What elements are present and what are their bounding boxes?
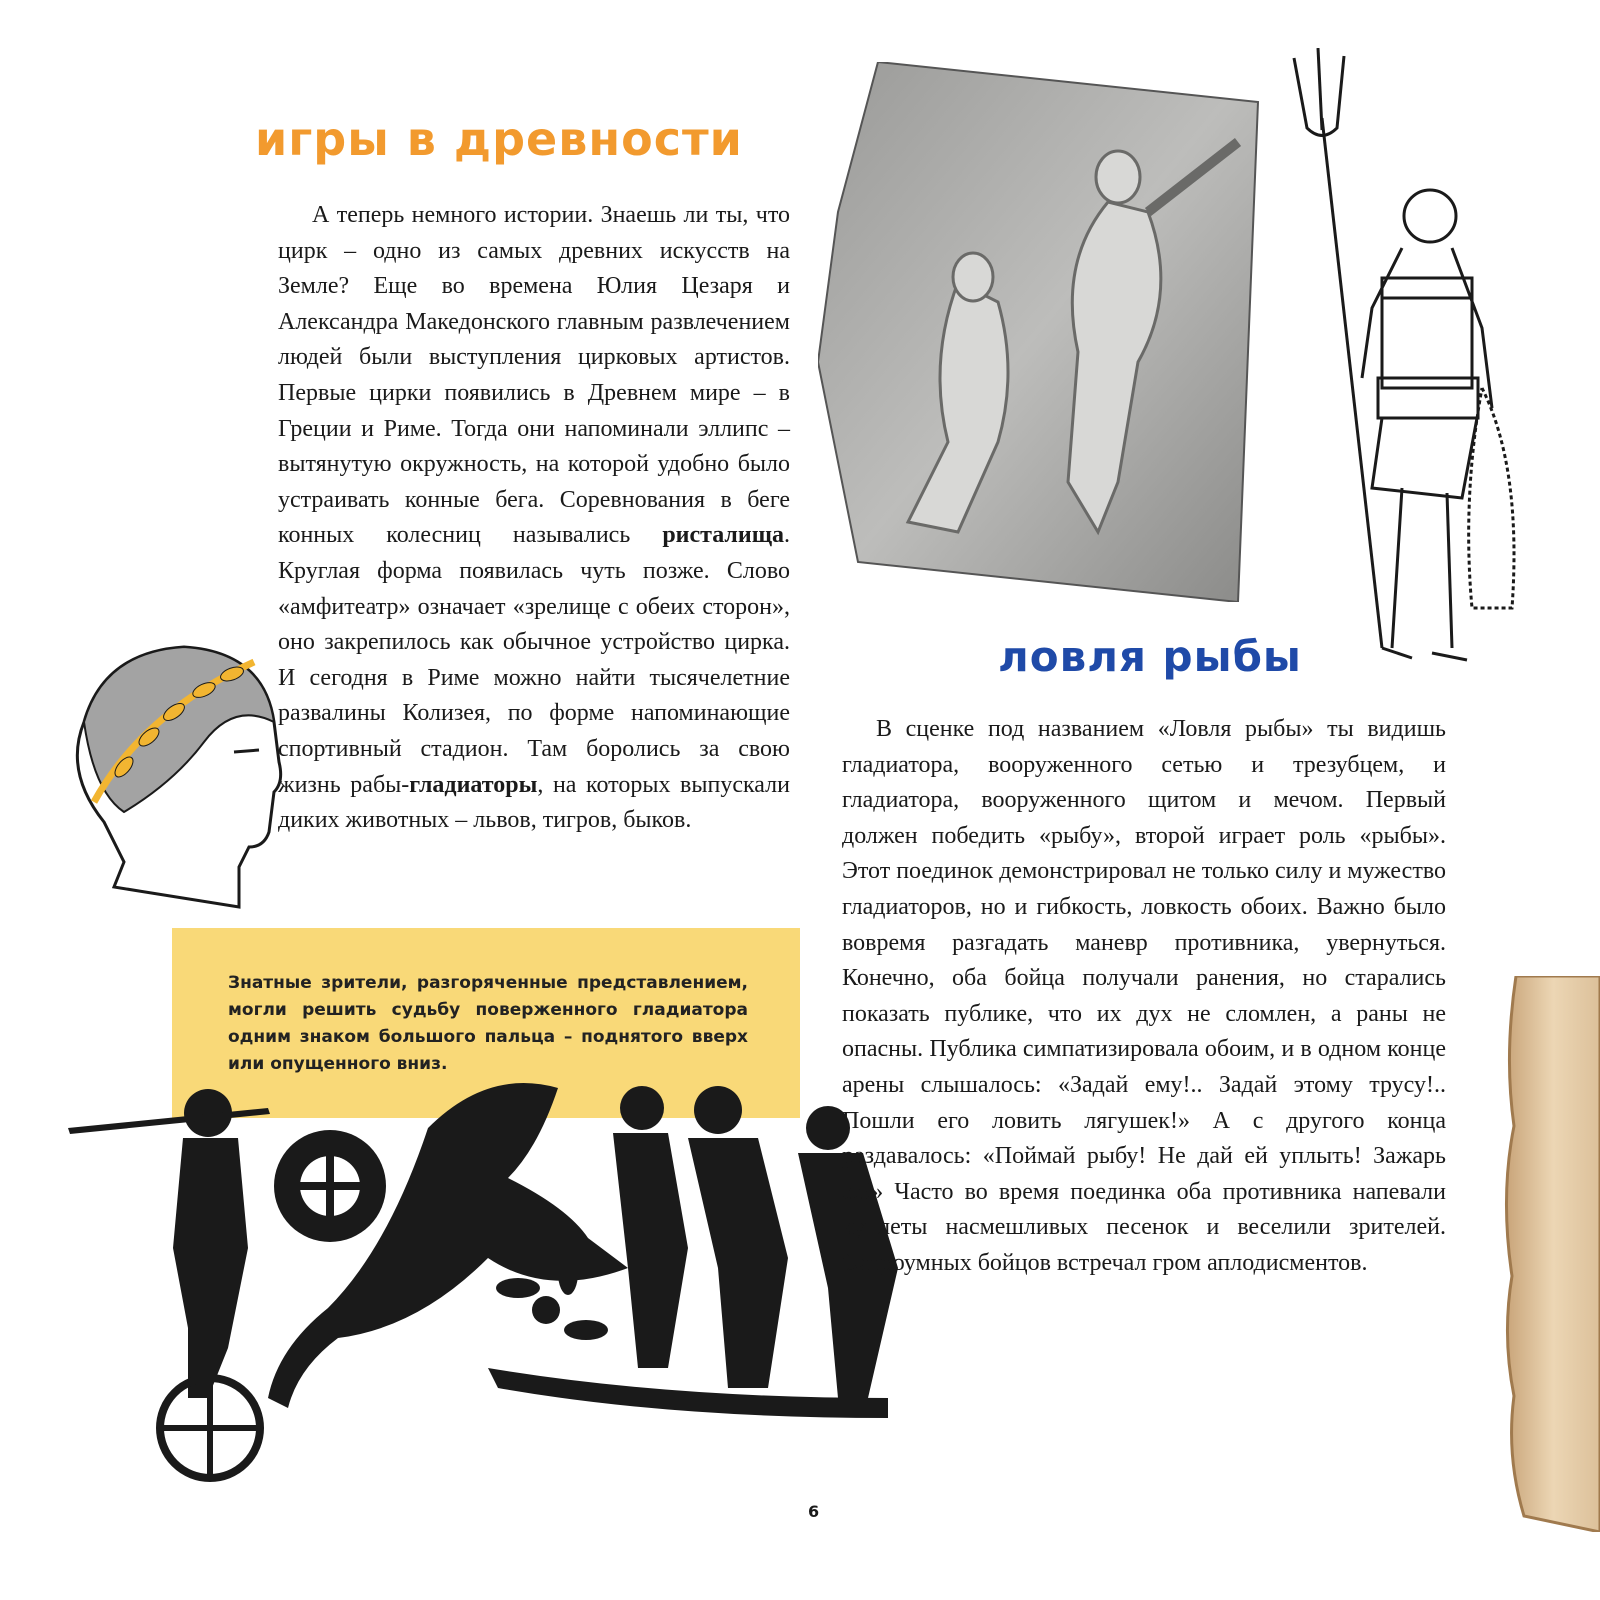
fishing-paragraph: В сценке под названием «Ловля рыбы» ты видишь гладиатора, вооруженного сетью и трезубцем, и гладиатора, вооруженного щитом и мечом. Первый должен победить «рыбу», второй играет роль «рыбы». Этот поединок демонстрировал не только силу и мужество гладиаторов, но и гибкость, ловкость обоих. Важно было вовремя разгадать маневр противника, увернуться. Конечно, оба бойца получали ранения, но старались показать публике, что их дух не сломлен, а раны не опасны. Публика симпатизировала обоим, и в одном конце арены слышалось: «Задай ему!.. Задай этому трусу!.. Пошли его ловить лягушек!» А с другого конца раздавалось: «Поймай рыбу! Не дай ей уплыть! Зажарь ее!» Часто во время поединка оба противника напевали куплеты насмешливых песенок и веселили зрителей. Остроумных бойцов встречал гром аплодисментов. — [842, 716, 1446, 1276]
black-figure-battle-frieze — [68, 1068, 948, 1488]
parchment-scroll-edge — [1496, 976, 1600, 1532]
text-run: А теперь немного истории. Знаешь ли ты, что цирк – одно из самых древних искусств на Земле? Еще во времена Юлия Цезаря и Александра Македонского главным развлечением людей были выступления цирковых артистов. Первые цирки появились в Древнем мире – в Греции и Риме. Тогда они напоминали эллипс – вытянутую окружность, на которой удобно было устраивать конные бега. Соревнования в беге конных колесниц назывались — [278, 202, 790, 549]
section-title-fishing: ловля рыбы — [998, 632, 1302, 681]
history-paragraph — [182, 198, 790, 914]
stone-relief-image — [818, 62, 1280, 602]
page-title: игры в древности — [255, 112, 743, 166]
page-number: 6 — [808, 1502, 820, 1521]
text-run: . Круглая форма появилась чуть позже. Слово «амфитеатр» означает «зрелище с обеих сторон», оно закрепилось как обычное устройство цирка. И сегодня в Риме можно найти тысячелетние развалины Колизея, по форме напоминающие спортивный стадион. Там боролись за свою жизнь рабы- — [278, 522, 790, 798]
term-gladiators: гладиаторы — [409, 771, 538, 798]
text-run: , на которых выпускали диких животных – львов, тигров, быков. — [278, 771, 790, 834]
retiarius-gladiator-drawing — [1282, 48, 1542, 668]
note-text: Знатные зрители, разгоряченные представлением, могли решить судьбу поверженного гладиатора одним знаком большого пальца – поднятого вверх или опущенного вниз. — [228, 973, 748, 1074]
text-wrap-spacer — [182, 624, 278, 914]
term-ristalishcha: ристалища — [662, 522, 784, 549]
